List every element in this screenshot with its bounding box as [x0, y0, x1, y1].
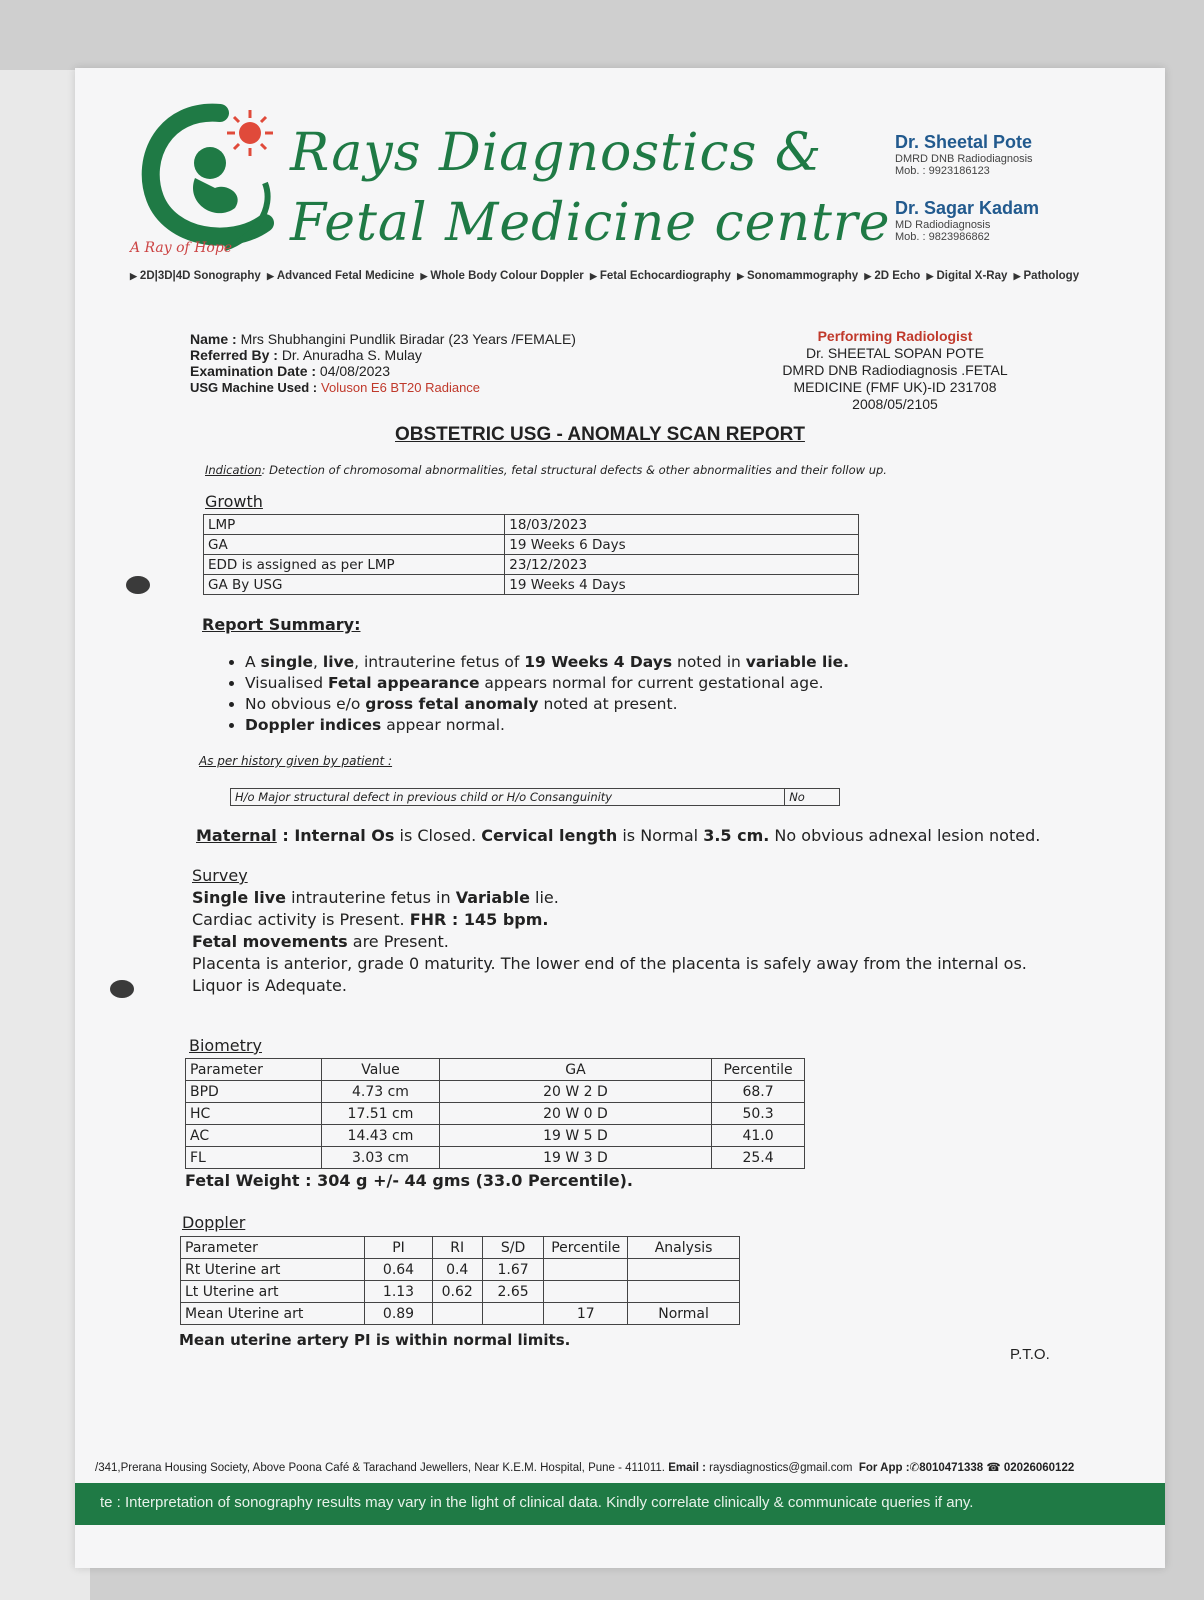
doppler-table [180, 1236, 740, 1325]
cell: 0.64 [365, 1259, 432, 1281]
survey-line [192, 931, 1052, 953]
text: Adequate. [264, 976, 347, 995]
text: noted in [672, 653, 746, 671]
text: live [322, 653, 355, 671]
survey-line [192, 975, 1052, 997]
growth-label: LMP [204, 515, 505, 535]
indication-label: Indication [205, 463, 262, 477]
text: intrauterine fetus in [286, 888, 456, 907]
service-item: Pathology [1023, 270, 1080, 282]
text: Visualised [245, 674, 328, 692]
service-item: Advanced Fetal Medicine [276, 270, 415, 282]
services-list [127, 270, 1167, 282]
table-row [204, 555, 859, 575]
text: 19 Weeks 4 Days [524, 653, 673, 671]
report-page [75, 68, 1165, 1568]
punch-hole [126, 576, 150, 594]
radiologist-line: Dr. SHEETAL SOPAN POTE [806, 345, 984, 361]
history-table [230, 788, 840, 806]
patient-info [190, 331, 576, 396]
maternal-line [196, 826, 1040, 845]
arrow-icon: ▶ [130, 271, 137, 281]
text: are Present. [347, 932, 449, 951]
text: noted at present. [538, 695, 678, 713]
column-header: S/D [482, 1237, 543, 1259]
table-row [204, 535, 859, 555]
text: : Internal Os [276, 826, 395, 845]
cell: Mean Uterine art [181, 1303, 365, 1325]
cell: 17.51 cm [322, 1103, 440, 1125]
table-row [231, 789, 840, 806]
column-header: Parameter [186, 1059, 322, 1081]
brand-name-line1: Rays Diagnostics & [290, 123, 823, 183]
cell: 0.62 [432, 1281, 482, 1303]
service-item: Whole Body Colour Doppler [430, 270, 584, 282]
cell: AC [186, 1125, 322, 1147]
cell: 14.43 cm [322, 1125, 440, 1147]
table-row [181, 1259, 740, 1281]
patient-name: Mrs Shubhangini Pundlik Biradar (23 Years /FEMALE) [240, 331, 576, 347]
doctor1-degree: DMRD DNB Radiodiagnosis [895, 153, 1033, 165]
doctor2-block [895, 198, 1039, 243]
arrow-icon: ▶ [266, 271, 274, 281]
cell: 1.13 [365, 1281, 432, 1303]
growth-value: 18/03/2023 [505, 515, 859, 535]
text: Variable [455, 888, 530, 907]
cell: 25.4 [712, 1147, 805, 1169]
email-label: Email : [668, 1462, 706, 1474]
cell: 19 W 5 D [439, 1125, 711, 1147]
summary-list [227, 652, 849, 736]
history-answer: No [785, 789, 840, 806]
doctor2-degree: MD Radiodiagnosis [895, 219, 991, 231]
cell [432, 1303, 482, 1325]
doppler-heading: Doppler [182, 1213, 246, 1232]
app-label: For App : [858, 1462, 910, 1474]
text: gross fetal anomaly [365, 695, 539, 713]
text: Cardiac activity is Present. [192, 910, 410, 929]
address: /341,Prerana Housing Society, Above Poona Café & Tarachand Jewellers, Near K.E.M. Hospital, Pune - 411011. [95, 1462, 666, 1474]
punch-hole [110, 980, 134, 998]
maternal-label: Maternal [196, 826, 277, 845]
text: , [313, 653, 323, 671]
cell: 3.03 cm [322, 1147, 440, 1169]
table-header-row [181, 1237, 740, 1259]
text: Fetal appearance [327, 674, 480, 692]
arrow-icon: ▶ [737, 271, 744, 281]
doppler-note: Mean uterine artery PI is within normal limits. [179, 1331, 571, 1349]
list-item [245, 694, 849, 715]
column-header: Percentile [712, 1059, 805, 1081]
cell: 17 [544, 1303, 628, 1325]
history-question: H/o Major structural defect in previous child or H/o Consanguinity [231, 789, 785, 806]
history-heading: As per history given by patient : [199, 754, 393, 768]
service-item: Fetal Echocardiography [599, 270, 731, 282]
cell: 50.3 [712, 1103, 805, 1125]
cell [482, 1303, 543, 1325]
referred-by: Dr. Anuradha S. Mulay [281, 347, 422, 363]
doctor1-block [895, 132, 1033, 177]
referred-label: Referred By : [190, 347, 278, 363]
arrow-icon: ▶ [1013, 271, 1021, 281]
report-title: OBSTETRIC USG - ANOMALY SCAN REPORT [395, 424, 805, 445]
growth-value: 19 Weeks 6 Days [505, 535, 859, 555]
doctor2-name: Dr. Sagar Kadam [895, 198, 1040, 218]
text: 3.5 cm. [703, 826, 770, 845]
growth-value: 23/12/2023 [505, 555, 859, 575]
footer-band [75, 1483, 1165, 1525]
cell: 0.4 [432, 1259, 482, 1281]
column-header: Value [322, 1059, 440, 1081]
cell [544, 1259, 628, 1281]
table-row [186, 1125, 805, 1147]
text: appears normal for current gestational age. [479, 674, 824, 692]
cell: HC [186, 1103, 322, 1125]
radiologist-line: 2008/05/2105 [852, 396, 938, 412]
cell: 68.7 [712, 1081, 805, 1103]
table-row [186, 1147, 805, 1169]
phone-icon: ☎ [986, 1462, 1001, 1474]
cell: 2.65 [482, 1281, 543, 1303]
cell: Normal [628, 1303, 740, 1325]
text: No obvious adnexal lesion noted. [769, 826, 1041, 845]
service-item: Digital X-Ray [936, 270, 1008, 282]
text: No obvious e/o [245, 695, 366, 713]
text: is Closed. [394, 826, 482, 845]
arrow-icon: ▶ [420, 271, 428, 281]
table-row [186, 1103, 805, 1125]
growth-label: GA By USG [204, 575, 505, 595]
cell: 41.0 [712, 1125, 805, 1147]
text: lie. [529, 888, 559, 907]
cell: 1.67 [482, 1259, 543, 1281]
cell: FL [186, 1147, 322, 1169]
cell: Rt Uterine art [181, 1259, 365, 1281]
radiologist-block [735, 328, 1055, 413]
growth-value: 19 Weeks 4 Days [505, 575, 859, 595]
machine-name: Voluson E6 BT20 Radiance [321, 380, 481, 395]
cell: 19 W 3 D [439, 1147, 711, 1169]
list-item [245, 673, 849, 694]
column-header: Percentile [544, 1237, 628, 1259]
name-label: Name : [190, 331, 237, 347]
cell: 20 W 2 D [439, 1081, 711, 1103]
doctor2-mobile: Mob. : 9823986862 [895, 231, 990, 243]
arrow-icon: ▶ [864, 271, 872, 281]
radiologist-line: DMRD DNB Radiodiagnosis .FETAL [782, 362, 1008, 378]
growth-label: GA [204, 535, 505, 555]
survey-line [192, 909, 1052, 931]
exam-date: 04/08/2023 [319, 363, 390, 379]
table-row [181, 1281, 740, 1303]
survey-block [192, 865, 1052, 997]
indication [205, 463, 887, 477]
brand-name-line2: Fetal Medicine centre [290, 193, 891, 253]
text: Liquor is [192, 976, 265, 995]
text: variable lie. [745, 653, 850, 671]
doctor1-mobile: Mob. : 9923186123 [895, 165, 990, 177]
fetal-weight: Fetal Weight : 304 g +/- 44 gms (33.0 Percentile). [185, 1171, 633, 1190]
table-row [186, 1081, 805, 1103]
text: single [260, 653, 314, 671]
footer-note: te : Interpretation of sonography results may vary in the light of clinical data. Kindly correlate clinically & communicate queries if any. [100, 1494, 974, 1511]
service-item: 2D Echo [874, 270, 921, 282]
column-header: Parameter [181, 1237, 365, 1259]
column-header: Analysis [628, 1237, 740, 1259]
table-row [204, 515, 859, 535]
biometry-table [185, 1058, 805, 1169]
text: Cervical length [481, 826, 618, 845]
exam-date-label: Examination Date : [190, 363, 317, 379]
arrow-icon: ▶ [589, 271, 597, 281]
tagline: A Ray of Hope [130, 240, 233, 256]
text: is Normal [617, 826, 704, 845]
cell: BPD [186, 1081, 322, 1103]
growth-table [203, 514, 859, 595]
text: , intrauterine fetus of [354, 653, 525, 671]
radiologist-header: Performing Radiologist [817, 328, 973, 344]
text: Fetal movements [192, 932, 348, 951]
service-item: Sonomammography [747, 270, 859, 282]
machine-label: USG Machine Used : [190, 380, 318, 395]
column-header: PI [365, 1237, 432, 1259]
biometry-heading: Biometry [189, 1036, 262, 1055]
text: A [245, 653, 261, 671]
survey-line: Placenta is anterior, grade 0 maturity. The lower end of the placenta is safely away from the internal os. [192, 954, 1027, 973]
table-row [181, 1303, 740, 1325]
doctor1-name: Dr. Sheetal Pote [895, 132, 1033, 152]
cell [628, 1281, 740, 1303]
text: Single live [192, 888, 287, 907]
list-item [245, 715, 849, 736]
summary-heading: Report Summary: [202, 615, 361, 634]
arrow-icon: ▶ [926, 271, 934, 281]
cell: 4.73 cm [322, 1081, 440, 1103]
email: raysdiagnostics@gmail.com [709, 1462, 853, 1474]
pto-label: P.T.O. [1010, 1346, 1050, 1363]
growth-label: EDD is assigned as per LMP [204, 555, 505, 575]
phone1: 8010471338 [919, 1462, 984, 1474]
whatsapp-icon: ✆ [909, 1462, 920, 1474]
address-line [95, 1460, 1155, 1474]
table-row [204, 575, 859, 595]
survey-heading: Survey [192, 866, 248, 885]
cell [544, 1281, 628, 1303]
text: Doppler indices [245, 716, 382, 734]
cell: 20 W 0 D [439, 1103, 711, 1125]
radiologist-line: MEDICINE (FMF UK)-ID 231708 [793, 379, 997, 395]
cell: Lt Uterine art [181, 1281, 365, 1303]
phone2: 02026060122 [1003, 1462, 1075, 1474]
indication-text: : Detection of chromosomal abnormalities, fetal structural defects & other abnormalities and their follow up. [261, 463, 887, 477]
survey-line [192, 887, 1052, 909]
logo-icon [125, 88, 315, 263]
table-header-row [186, 1059, 805, 1081]
list-item [245, 652, 849, 673]
text: appear normal. [381, 716, 505, 734]
column-header: GA [439, 1059, 711, 1081]
cell: 0.89 [365, 1303, 432, 1325]
cell [628, 1259, 740, 1281]
growth-heading: Growth [205, 492, 263, 511]
column-header: RI [432, 1237, 482, 1259]
service-item: 2D|3D|4D Sonography [139, 270, 261, 282]
text: FHR : 145 bpm. [409, 910, 549, 929]
